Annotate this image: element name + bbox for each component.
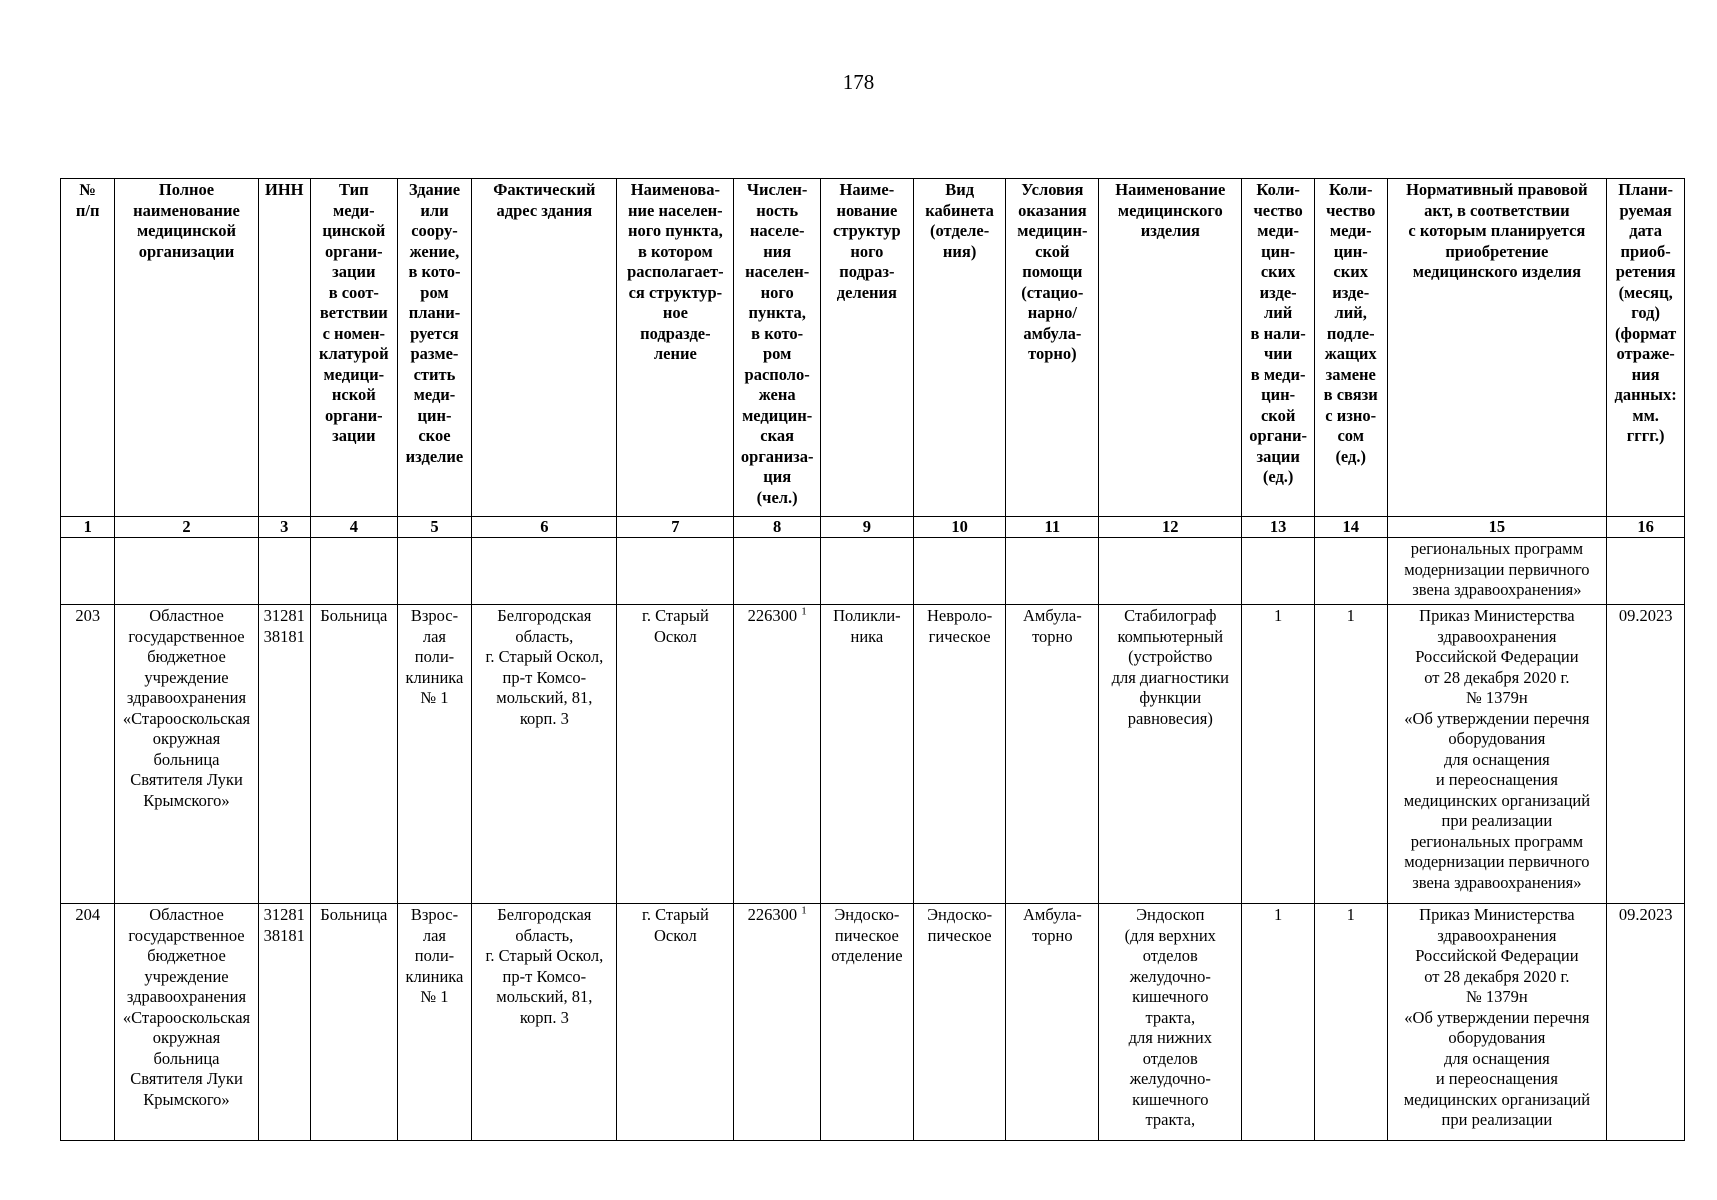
row-number: 203 (61, 605, 115, 904)
organization-type: Больница (310, 904, 397, 1141)
organization-name: Областное государственное бюджетное учреждение здравоохранения «Старооскольская окружная больница Святителя Луки Крымского» (115, 605, 258, 904)
column-number: 2 (115, 517, 258, 538)
population-footnote: 1 (801, 904, 807, 917)
column-number: 11 (1006, 517, 1099, 538)
column-number: 10 (913, 517, 1006, 538)
empty-cell (310, 538, 397, 605)
column-number-row (61, 517, 1685, 538)
organization-name: Областное государственное бюджетное учреждение здравоохранения «Старооскольская окружная больница Святителя Луки Крымского» (115, 904, 258, 1141)
address: Белгородская область, г. Старый Оскол, пр-т Комсо- мольский, 81, корп. 3 (472, 904, 617, 1141)
inn: 31281 38181 (258, 904, 310, 1141)
column-number: 1 (61, 517, 115, 538)
column-number: 9 (821, 517, 914, 538)
header-col-9: Наиме- нование структур ного подраз- деления (821, 179, 914, 517)
legal-act: Приказ Министерства здравоохранения Российской Федерации от 28 декабря 2020 г. № 1379н «Об утверждении перечня оборудования для оснащения и переоснащения медицинских организаций при реализации региональных программ модернизации первичного звена здравоохранения» (1387, 605, 1607, 904)
column-number: 13 (1242, 517, 1315, 538)
header-row (61, 179, 1685, 517)
locality: г. Старый Оскол (617, 904, 734, 1141)
building: Взрос- лая поли- клиника № 1 (397, 904, 472, 1141)
table-row (61, 605, 1685, 904)
population-cell (734, 605, 821, 904)
qty-replace: 1 (1314, 605, 1387, 904)
header-col-1: № п/п (61, 179, 115, 517)
cabinet-type: Эндоско- пическое (913, 904, 1006, 1141)
continuation-row (61, 538, 1685, 605)
cabinet-type: Невроло- гическое (913, 605, 1006, 904)
care-conditions: Амбула- торно (1006, 605, 1099, 904)
header-col-8: Числен- ность населе- ния населен- ного пункта, в кото- ром располо- жена медицин- ская организа- ция (чел.) (734, 179, 821, 517)
care-conditions: Амбула- торно (1006, 904, 1099, 1141)
population-footnote: 1 (801, 605, 807, 618)
empty-cell (913, 538, 1006, 605)
header-col-6: Фактический адрес здания (472, 179, 617, 517)
organization-type: Больница (310, 605, 397, 904)
table-row (61, 904, 1685, 1141)
address: Белгородская область, г. Старый Оскол, пр-т Комсо- мольский, 81, корп. 3 (472, 605, 617, 904)
empty-cell (258, 538, 310, 605)
header-col-11: Условия оказания медицин- ской помощи (стацио- нарно/ амбула- торно) (1006, 179, 1099, 517)
header-col-7: Наименова- ние населен- ного пункта, в котором располагает- ся структур- ное подразде- ление (617, 179, 734, 517)
planned-date: 09.2023 (1607, 904, 1685, 1141)
column-number: 16 (1607, 517, 1685, 538)
column-number: 6 (472, 517, 617, 538)
locality: г. Старый Оскол (617, 605, 734, 904)
empty-cell (1099, 538, 1242, 605)
planned-date: 09.2023 (1607, 605, 1685, 904)
empty-cell (1607, 538, 1685, 605)
header-col-4: Тип меди- цинской органи- зации в соот- ветствии с номен- клатурой медици- нской органи- зации (310, 179, 397, 517)
column-number: 12 (1099, 517, 1242, 538)
empty-cell (617, 538, 734, 605)
structural-unit: Поликли- ника (821, 605, 914, 904)
empty-cell (472, 538, 617, 605)
structural-unit: Эндоско- пическое отделение (821, 904, 914, 1141)
empty-cell (397, 538, 472, 605)
header-col-14: Коли- чество меди- цин- ских изде- лий, подле- жащих замене в связи с изно- сом (ед.) (1314, 179, 1387, 517)
empty-cell (1242, 538, 1315, 605)
page-number: 178 (842, 70, 875, 94)
header-col-3: ИНН (258, 179, 310, 517)
header-col-13: Коли- чество меди- цин- ских изде- лий в нали- чии в меди- цин- ской органи- зации (ед.) (1242, 179, 1315, 517)
header-col-10: Вид кабинета (отделе- ния) (913, 179, 1006, 517)
legal-act: Приказ Министерства здравоохранения Российской Федерации от 28 декабря 2020 г. № 1379н «Об утверждении перечня оборудования для оснащения и переоснащения медицинских организаций при реализации (1387, 904, 1607, 1141)
empty-cell (734, 538, 821, 605)
header-col-16: Плани- руемая дата приоб- ретения (месяц, год) (формат отраже- ния данных: мм. гггг.) (1607, 179, 1685, 517)
population: 226300 (747, 905, 798, 924)
column-number: 4 (310, 517, 397, 538)
device-name: Стабилограф компьютерный (устройство для диагностики функции равновесия) (1099, 605, 1242, 904)
medical-equipment-table (60, 178, 1685, 1141)
qty-replace: 1 (1314, 904, 1387, 1141)
column-number: 3 (258, 517, 310, 538)
continuation-act-text: региональных программ модернизации первичного звена здравоохранения» (1387, 538, 1607, 605)
column-number: 8 (734, 517, 821, 538)
header-col-2: Полное наименование медицинской организации (115, 179, 258, 517)
qty-available: 1 (1242, 904, 1315, 1141)
empty-cell (115, 538, 258, 605)
header-col-15: Нормативный правовой акт, в соответствии с которым планируется приобретение медицинского изделия (1387, 179, 1607, 517)
column-number: 5 (397, 517, 472, 538)
column-number: 7 (617, 517, 734, 538)
row-number: 204 (61, 904, 115, 1141)
empty-cell (821, 538, 914, 605)
device-name: Эндоскоп (для верхних отделов желудочно- кишечного тракта, для нижних отделов желудочно- кишечного тракта, (1099, 904, 1242, 1141)
column-number: 14 (1314, 517, 1387, 538)
empty-cell (61, 538, 115, 605)
inn: 31281 38181 (258, 605, 310, 904)
empty-cell (1314, 538, 1387, 605)
building: Взрос- лая поли- клиника № 1 (397, 605, 472, 904)
header-col-12: Наименование медицинского изделия (1099, 179, 1242, 517)
column-number: 15 (1387, 517, 1607, 538)
qty-available: 1 (1242, 605, 1315, 904)
population: 226300 (747, 606, 798, 625)
header-col-5: Здание или соору- жение, в кото- ром плани- руется разме- стить меди- цин- ское изделие (397, 179, 472, 517)
population-cell (734, 904, 821, 1141)
empty-cell (1006, 538, 1099, 605)
